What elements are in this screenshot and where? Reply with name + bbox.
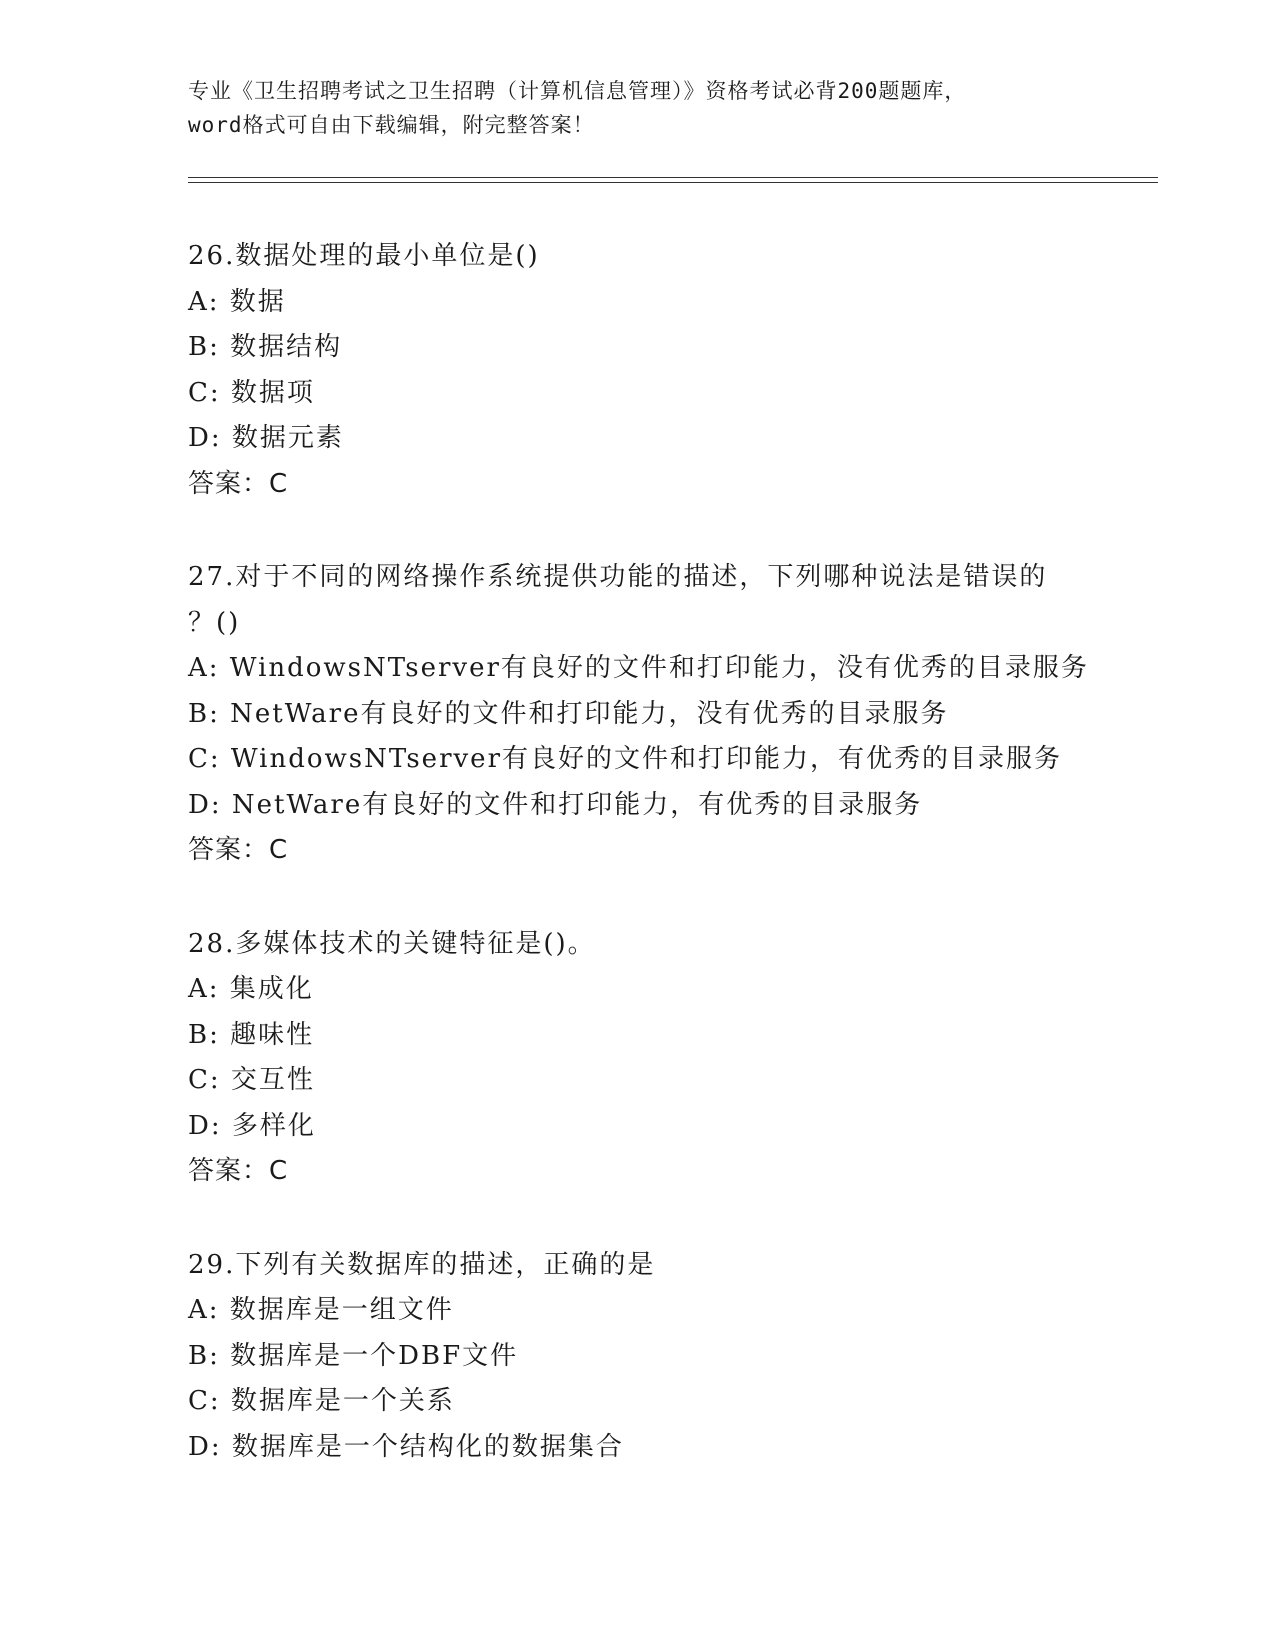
option-c: C: 交互性 [188, 1065, 315, 1095]
question-27 [188, 555, 1148, 874]
question-stem: 27.对于不同的网络操作系统提供功能的描述，下列哪种说法是错误的 [188, 562, 1048, 592]
option-c: C: WindowsNTserver有良好的文件和打印能力，有优秀的目录服务 [188, 744, 1063, 774]
question-26 [188, 234, 1148, 507]
question-list [188, 234, 1148, 1518]
option-a: A: 集成化 [188, 974, 314, 1004]
header-divider-top [188, 177, 1158, 178]
option-b: B: NetWare有良好的文件和打印能力，没有优秀的目录服务 [188, 698, 949, 729]
question-28 [188, 922, 1148, 1195]
option-d: D: 数据元素 [188, 423, 344, 453]
option-c: C: 数据项 [188, 377, 315, 408]
header-title-line-1: 专业《卫生招聘考试之卫生招聘（计算机信息管理）》资格考试必背200题题库， [188, 79, 967, 103]
option-b: B: 数据库是一个DBF文件 [188, 1340, 519, 1371]
question-stem: 28.多媒体技术的关键特征是()。 [188, 928, 596, 959]
answer-line: 答案：C [188, 1156, 289, 1186]
option-a: A: 数据 [188, 286, 286, 317]
option-b: B: 趣味性 [188, 1019, 315, 1050]
question-stem: 26.数据处理的最小单位是() [188, 241, 540, 271]
option-c: C: 数据库是一个关系 [188, 1386, 455, 1416]
option-d: D: NetWare有良好的文件和打印能力，有优秀的目录服务 [188, 789, 923, 820]
option-b: B: 数据结构 [188, 332, 343, 362]
question-29 [188, 1243, 1148, 1471]
option-d: D: 数据库是一个结构化的数据集合 [188, 1431, 624, 1462]
option-d: D: 多样化 [188, 1110, 316, 1141]
header-divider-bottom [188, 182, 1158, 183]
option-a: A: WindowsNTserver有良好的文件和打印能力，没有优秀的目录服务 [188, 653, 1089, 683]
option-a: A: 数据库是一组文件 [188, 1295, 454, 1325]
answer-line: 答案：C [188, 835, 289, 865]
header-title-line-2: word格式可自由下载编辑，附完整答案！ [188, 113, 595, 137]
question-stem: 29.下列有关数据库的描述，正确的是 [188, 1249, 656, 1280]
document-header [188, 74, 1088, 142]
answer-line: 答案：C [188, 468, 289, 499]
question-stem-continued: ？() [188, 607, 241, 638]
